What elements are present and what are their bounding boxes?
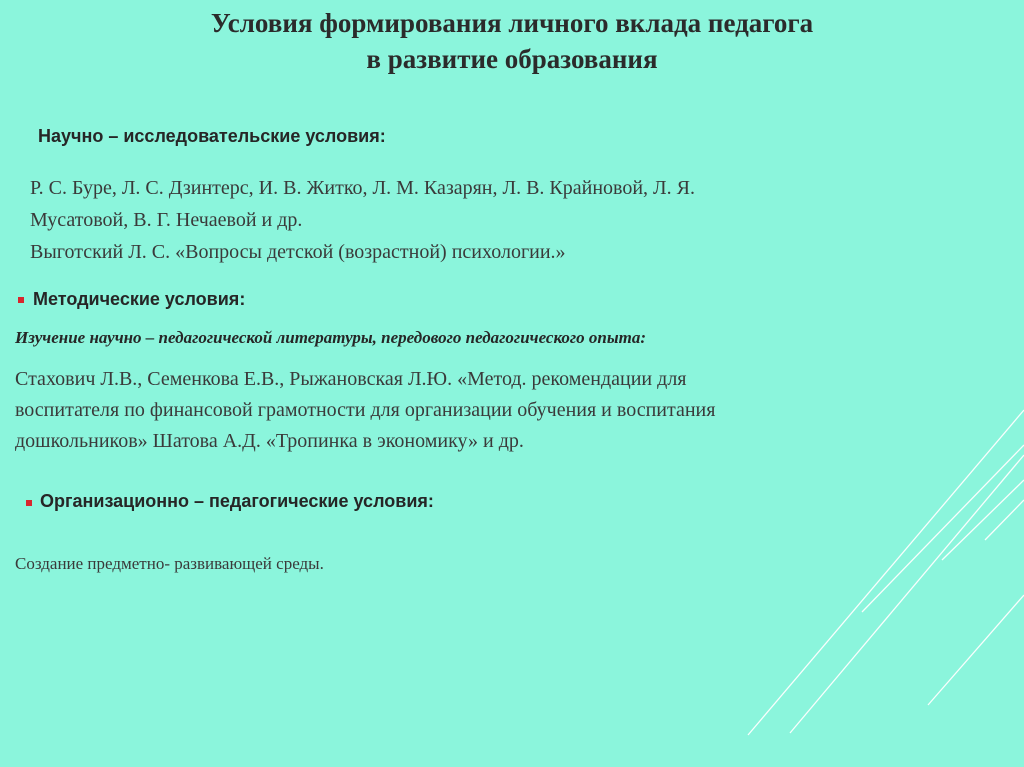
methodical-line-2: воспитателя по финансовой грамотности для организации обучения и воспитания — [15, 399, 716, 421]
slide-title-line-2: в развитие образования — [366, 44, 658, 74]
deco-line — [790, 455, 1024, 733]
research-line-2: Мусатовой, В. Г. Нечаевой и др. — [30, 209, 303, 231]
deco-line — [862, 445, 1024, 612]
section-heading-research: Научно – исследовательские условия: — [38, 126, 386, 146]
methodical-line-3: дошкольников» Шатова А.Д. «Тропинка в экономику» и др. — [15, 430, 524, 452]
research-line-1: Р. С. Буре, Л. С. Дзинтерс, И. В. Житко, Л. М. Казарян, Л. В. Крайновой, Л. Я. — [30, 177, 695, 199]
methodical-subheading: Изучение научно – педагогической литературы, передового педагогического опыта: — [15, 328, 647, 347]
deco-line — [748, 410, 1024, 735]
organizational-text: Создание предметно- развивающей среды. — [15, 554, 324, 573]
section-heading-methodical: Методические условия: — [33, 289, 246, 309]
deco-line — [985, 500, 1024, 540]
section-heading-organizational: Организационно – педагогические условия: — [40, 491, 434, 511]
deco-line — [928, 595, 1024, 705]
methodical-line-1: Стахович Л.В., Семенкова Е.В., Рыжановская Л.Ю. «Метод. рекомендации для — [15, 368, 687, 390]
research-line-3: Выготский Л. С. «Вопросы детской (возрастной) психологии.» — [30, 241, 566, 263]
slide-title-line-1: Условия формирования личного вклада педагога — [210, 8, 814, 38]
